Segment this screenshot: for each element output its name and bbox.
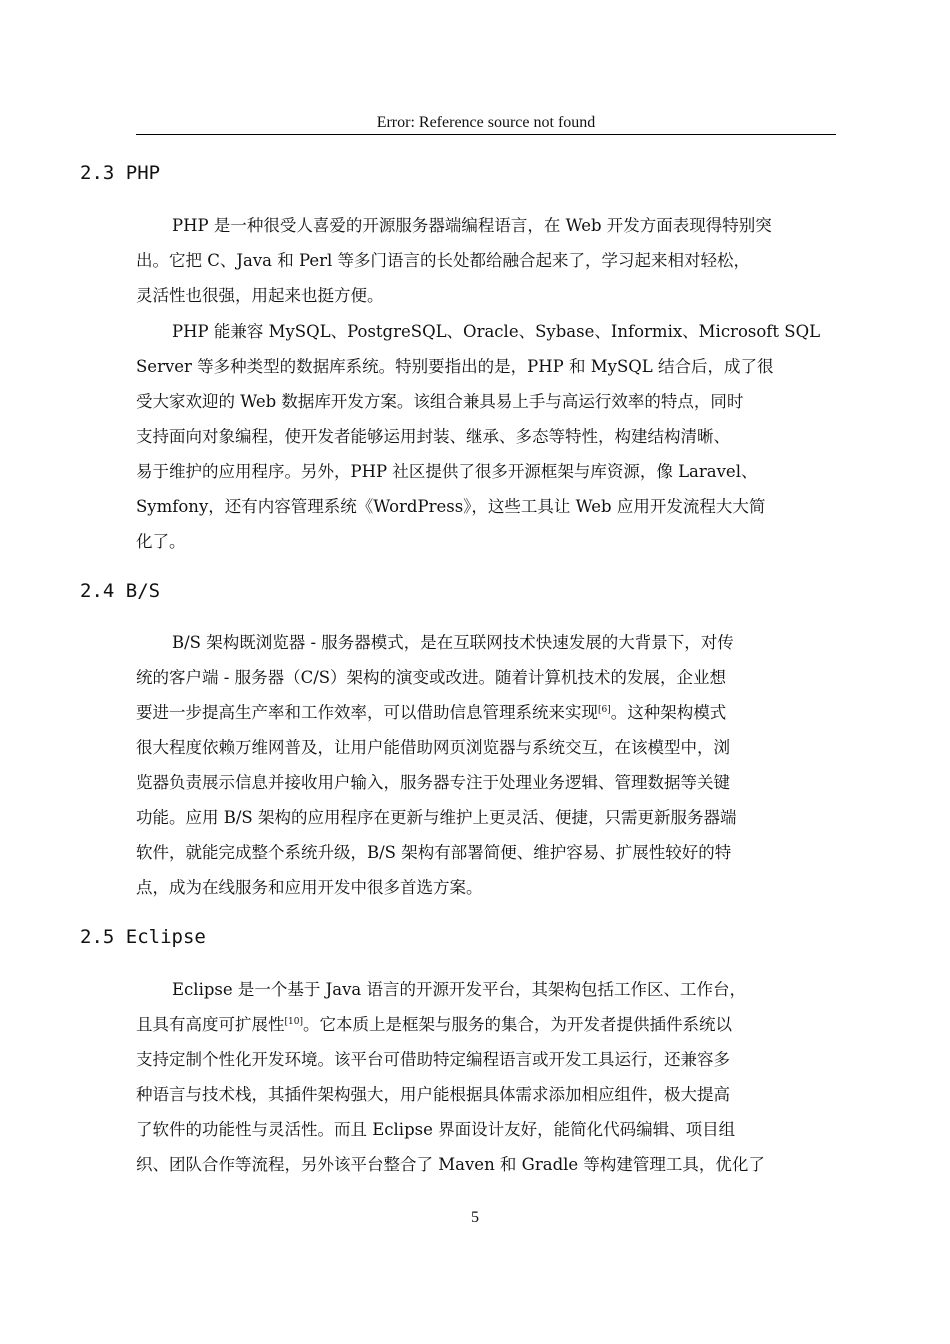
text-line: 很大程度依赖万维网普及，让用户能借助网页浏览器与系统交互，在该模型中，浏 [136,738,730,757]
citation-ref: [6] [598,705,611,715]
text-fragment: 。它本质上是框架与服务的集合，为开发者提供插件系统以 [302,1015,732,1034]
text-line: B/S 架构既浏览器 - 服务器模式，是在互联网技术快速发展的大背景下，对传 [172,633,734,652]
text-line [136,695,836,730]
section-heading-bs: 2.4 B/S [80,580,161,602]
text-line: 览器负责展示信息并接收用户输入，服务器专注于处理业务逻辑、管理数据等关键 [136,773,730,792]
text-line: 功能。应用 B/S 架构的应用程序在更新与维护上更灵活、便捷，只需更新服务器端 [136,808,737,827]
text-line: 支持定制个性化开发环境。该平台可借助特定编程语言或开发工具运行，还兼容多 [136,1050,730,1069]
text-fragment: 要进一步提高生产率和工作效率，可以借助信息管理系统来实现 [136,703,598,722]
text-line: PHP 能兼容 MySQL、PostgreSQL、Oracle、Sybase、Informix、Microsoft SQL [172,322,821,341]
text-line: 灵活性也很强，用起来也挺方便。 [136,286,384,305]
text-line: 支持面向对象编程，使开发者能够运用封装、继承、多态等特性，构建结构清晰、 [136,427,730,446]
text-line: Server 等多种类型的数据库系统。特别要指出的是，PHP 和 MySQL 结合后，成了很 [136,357,774,376]
text-line [136,1007,836,1042]
text-line: 软件，就能完成整个系统升级，B/S 架构有部署简便、维护容易、扩展性较好的特 [136,843,732,862]
text-line: 出。它把 C、Java 和 Perl 等多门语言的长处都给融合起来了，学习起来相对轻松， [136,251,751,270]
text-line: 统的客户端 - 服务器（C/S）架构的演变或改进。随着计算机技术的发展，企业想 [136,668,727,687]
text-line: Symfony，还有内容管理系统《WordPress》，这些工具让 Web 应用开发流程大大简 [136,497,766,516]
text-fragment: 。这种架构模式 [610,703,727,722]
page-number: 5 [471,1209,479,1226]
text-line: 化了。 [136,532,186,551]
paragraph-php-databases [136,314,836,559]
text-line: 种语言与技术栈，其插件架构强大，用户能根据具体需求添加相应组件，极大提高 [136,1085,730,1104]
paragraph-eclipse [136,972,836,1182]
paragraph-php-intro [136,208,836,313]
text-line: 织、团队合作等流程，另外该平台整合了 Maven 和 Gradle 等构建管理工具，优化了 [136,1155,765,1174]
section-heading-php: 2.3 PHP [80,162,161,184]
citation-ref: [10] [284,1017,303,1027]
text-line: PHP 是一种很受人喜爱的开源服务器端编程语言，在 Web 开发方面表现得特别突 [172,216,772,235]
text-line: Eclipse 是一个基于 Java 语言的开源开发平台，其架构包括工作区、工作台， [172,980,746,999]
text-fragment: 且具有高度可扩展性 [136,1015,285,1034]
running-header: Error: Reference source not found [136,112,836,135]
section-heading-eclipse: 2.5 Eclipse [80,926,206,948]
paragraph-bs-architecture [136,625,836,905]
text-line: 了软件的功能性与灵活性。而且 Eclipse 界面设计友好，能简化代码编辑、项目组 [136,1120,736,1139]
text-line: 点，成为在线服务和应用开发中很多首选方案。 [136,878,483,897]
text-line: 受大家欢迎的 Web 数据库开发方案。该组合兼具易上手与高运行效率的特点，同时 [136,392,744,411]
text-line: 易于维护的应用程序。另外，PHP 社区提供了很多开源框架与库资源，像 Laravel、 [136,462,758,481]
